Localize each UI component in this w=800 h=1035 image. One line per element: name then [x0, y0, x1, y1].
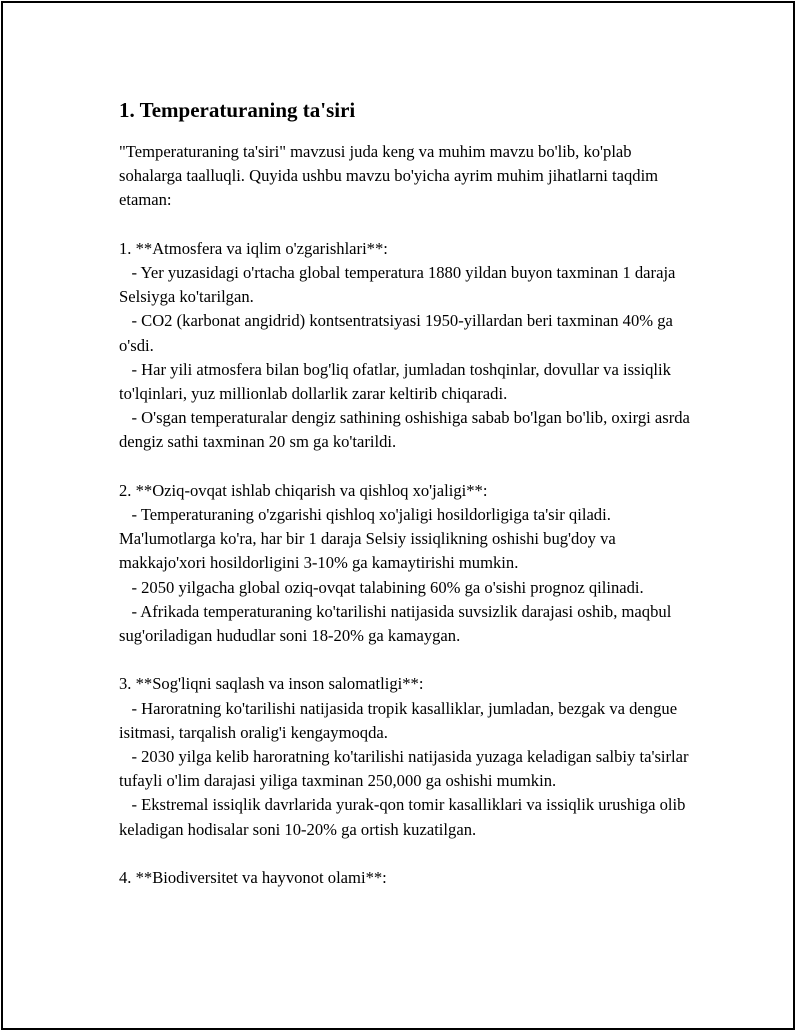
section-oziq-ovqat	[119, 479, 694, 648]
list-item: - Yer yuzasidagi o'rtacha global temperatura 1880 yildan buyon taxminan 1 daraja Selsiyga ko'tarilgan.	[119, 263, 680, 307]
intro-paragraph: "Temperaturaning ta'siri" mavzusi juda keng va muhim mavzu bo'lib, ko'plab sohalarga taalluqli. Quyida ushbu mavzu bo'yicha ayrim muhim jihatlarni taqdim etaman:	[119, 142, 663, 210]
section-sogliq	[119, 672, 694, 841]
document-page	[1, 1, 795, 1030]
section-biodiversitet	[119, 866, 694, 890]
list-item: - 2050 yilgacha global oziq-ovqat talabining 60% ga o'sishi prognoz qilinadi.	[119, 577, 644, 597]
list-item: - Temperaturaning o'zgarishi qishloq xo'jaligi hosildorligiga ta'sir qiladi. Ma'lumotlarga ko'ra, har bir 1 daraja Selsiy issiqlikning oshishi bug'doy va makkajo'xori hosildorligini 3-10% ga kamaytirishi mumkin.	[119, 505, 620, 573]
list-item: - Har yili atmosfera bilan bog'liq ofatlar, jumladan toshqinlar, dovullar va issiqlik to'lqinlari, yuz millionlab dollarlik zarar keltirib chiqaradi.	[119, 359, 676, 404]
document-title: 1. Temperaturaning ta'siri	[119, 98, 356, 122]
section-heading: 3. **Sog'liqni saqlash va inson salomatligi**:	[119, 674, 424, 694]
document-content	[119, 97, 694, 890]
section-heading: 1. **Atmosfera va iqlim o'zgarishlari**:	[119, 238, 388, 258]
list-item: - Ekstremal issiqlik davrlarida yurak-qon tomir kasalliklari va issiqlik urushiga olib keladigan hodisalar soni 10-20% ga ortish kuzatilgan.	[119, 795, 690, 839]
section-heading: 4. **Biodiversitet va hayvonot olami**:	[119, 868, 387, 888]
section-heading: 2. **Oziq-ovqat ishlab chiqarish va qishloq xo'jaligi**:	[119, 480, 488, 500]
list-item: - 2030 yilga kelib haroratning ko'tarilishi natijasida yuzaga keladigan salbiy ta'sirlar tufayli o'lim darajasi yiliga taxminan 250,000 ga oshishi mumkin.	[119, 747, 693, 791]
list-item: - Haroratning ko'tarilishi natijasida tropik kasalliklar, jumladan, bezgak va dengue isitmasi, tarqalish oralig'i kengaymoqda.	[119, 698, 682, 742]
section-atmosfera	[119, 237, 694, 455]
list-item: - O'sgan temperaturalar dengiz sathining oshishiga sabab bo'lgan bo'lib, oxirgi asrda dengiz sathi taxminan 20 sm ga ko'tarildi.	[119, 408, 695, 452]
list-item: - CO2 (karbonat angidrid) kontsentratsiyasi 1950-yillardan beri taxminan 40% ga o'sdi.	[119, 311, 678, 355]
list-item: - Afrikada temperaturaning ko'tarilishi natijasida suvsizlik darajasi oshib, maqbul sug'oriladigan hududlar soni 18-20% ga kamaygan.	[119, 601, 676, 646]
